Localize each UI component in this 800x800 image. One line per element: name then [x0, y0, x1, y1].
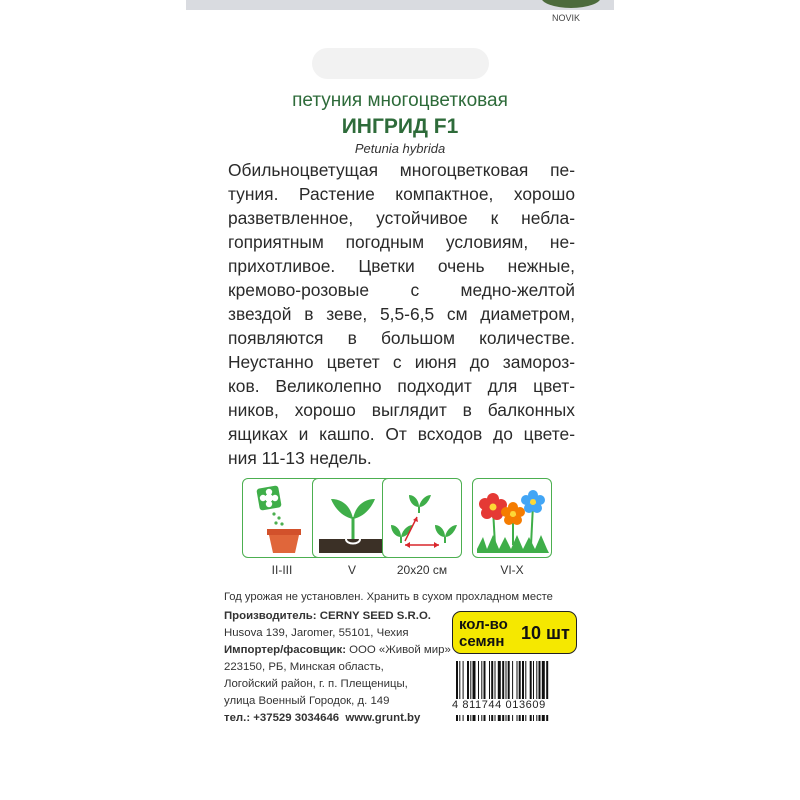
description-line: звездой в зеве, 5,5-6,5 см диаметром,	[228, 304, 575, 324]
seed-count-label-line: семян	[459, 633, 505, 650]
barcode-number: 4 811744 013609	[452, 699, 580, 715]
importer-address-line: Логойский район, г. п. Плещеницы,	[224, 678, 408, 690]
planting-scheme-icon	[382, 478, 462, 558]
description-line: Обильноцветущая многоцветковая пе-	[228, 160, 575, 180]
variety-name: ИНГРИД F1	[341, 115, 459, 138]
sowing-period-label: II-III	[271, 563, 293, 577]
manufacturer-label: Производитель:	[224, 610, 317, 622]
seed-count-label	[459, 616, 508, 650]
sowing-pot-icon	[242, 478, 322, 558]
seed-count-label-line: кол-во	[459, 616, 508, 633]
importer-line	[224, 644, 451, 656]
description-line: ников, хорошо выглядит в балконных	[228, 400, 575, 420]
description-line: ков. Великолепно подходит для цвет-	[228, 376, 575, 396]
contacts: тел.: +37529 3034646 www.grunt.by	[224, 712, 421, 724]
manufacturer-name: CERNY SEED S.R.O.	[319, 610, 431, 622]
importer-address-line: улица Военный Городок, д. 149	[224, 695, 390, 707]
description-line: Неустанно цветет с июня до замороз-	[228, 352, 575, 372]
importer-label: Импортер/фасовщик:	[224, 644, 346, 656]
leaf-image	[541, 0, 601, 8]
seedling-period-label: V	[347, 563, 356, 577]
spacing-label: 20x20 см	[396, 563, 448, 577]
storage-note: Год урожая не установлен. Хранить в сухом прохладном месте	[224, 591, 553, 603]
description-line: разветвленное, устойчивое к небла-	[228, 208, 575, 228]
description-line: кремово-розовые с медно-желтой	[228, 280, 575, 300]
brand-label: NOVIK	[552, 13, 581, 23]
description-line: прихотливое. Цветки очень нежные,	[228, 256, 575, 276]
description-line: ящиках и кашпо. От всходов до цвете-	[228, 424, 575, 444]
seed-count-value: 10 шт	[521, 623, 570, 643]
seedling-icon	[312, 478, 392, 558]
importer-name: ООО «Живой мир»	[349, 644, 451, 656]
description	[228, 158, 575, 470]
latin-name: Petunia hybrida	[354, 141, 446, 156]
seed-count-badge	[452, 611, 577, 654]
importer-address-line: 223150, РБ, Минская область,	[224, 661, 384, 673]
manufacturer-line	[224, 610, 431, 622]
hang-hole	[312, 48, 489, 79]
description-line: гоприятным погодным условиям, не-	[228, 232, 575, 252]
description-line: появляются в большом количестве.	[228, 328, 575, 348]
flowering-period-label: VI-X	[500, 563, 524, 577]
manufacturer-address: Husova 139, Jaromer, 55101, Чехия	[224, 627, 409, 639]
product-subtitle: петуния многоцветковая	[292, 90, 508, 111]
description-line: туния. Растение компактное, хорошо	[228, 184, 575, 204]
packet-photo-strip	[186, 0, 614, 10]
flowering-icon	[472, 478, 552, 558]
description-line: ния 11-13 недель.	[228, 448, 372, 468]
